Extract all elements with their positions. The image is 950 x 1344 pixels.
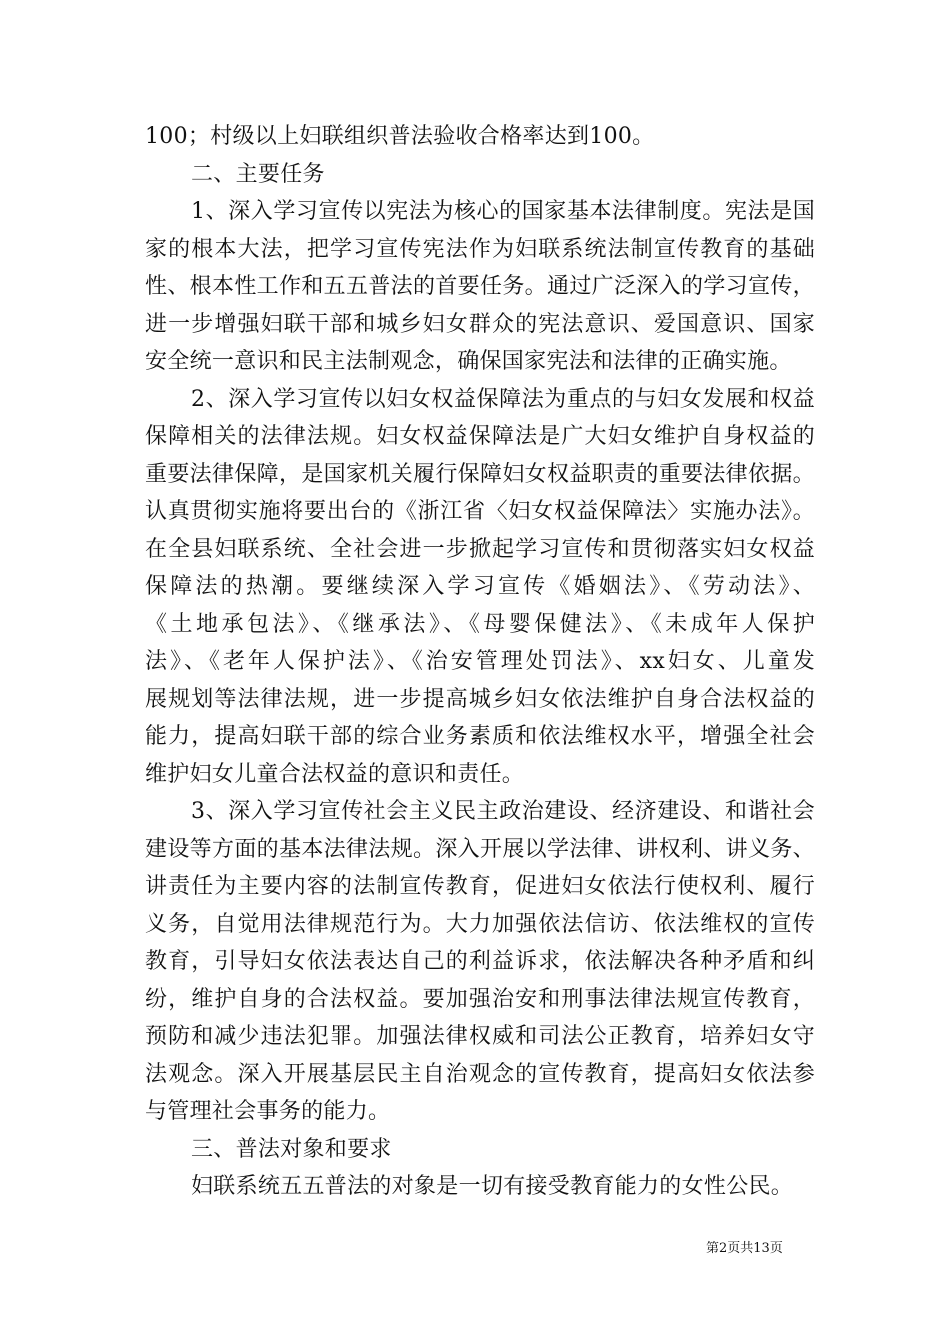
text-line: 预防和减少违法犯罪。加强法律权威和司法公正教育，培养妇女守 [145, 1024, 815, 1049]
section-heading: 三、普法对象和要求 [191, 1136, 392, 1162]
text-line: 3、深入学习宣传社会主义民主政治建设、经济建设、和谐社会 [191, 799, 815, 824]
text-line: 安全统一意识和民主法制观念，确保国家宪法和法律的正确实施。 [145, 349, 792, 374]
text-line: 保障相关的法律法规。妇女权益保障法是广大妇女维护自身权益的 [145, 424, 815, 449]
text-line: 教育，引导妇女依法表达自己的利益诉求，依法解决各种矛盾和纠 [145, 949, 815, 974]
text-line: 100；村级以上妇联组织普法验收合格率达到100。 [145, 124, 655, 149]
text-line: 能力，提高妇联干部的综合业务素质和依法维权水平，增强全社会 [145, 724, 815, 749]
text-line: 展规划等法律法规，进一步提高城乡妇女依法维护自身合法权益的 [145, 686, 815, 712]
text-line: 法》、《老年人保护法》、《治安管理处罚法》、xx妇女、儿童发 [145, 649, 815, 674]
document-body [145, 118, 815, 1206]
text-line: 在全县妇联系统、全社会进一步掀起学习宣传和贯彻落实妇女权益 [145, 536, 815, 562]
text-line: 重要法律保障，是国家机关履行保障妇女权益职责的重要法律依据。 [145, 461, 815, 487]
text-line: 2、深入学习宣传以妇女权益保障法为重点的与妇女发展和权益 [191, 386, 815, 412]
text-line: 维护妇女儿童合法权益的意识和责任。 [145, 761, 525, 787]
text-line: 1、深入学习宣传以宪法为核心的国家基本法律制度。宪法是国 [191, 199, 815, 224]
text-line: 义务，自觉用法律规范行为。大力加强依法信访、依法维权的宣传 [145, 911, 815, 937]
text-line: 法观念。深入开展基层民主自治观念的宣传教育，提高妇女依法参 [145, 1061, 815, 1087]
text-line: 讲责任为主要内容的法制宣传教育，促进妇女依法行使权利、履行 [145, 874, 815, 899]
text-line: 纷，维护自身的合法权益。要加强治安和刑事法律法规宣传教育， [145, 986, 815, 1012]
text-line: 妇联系统五五普法的对象是一切有接受教育能力的女性公民。 [191, 1174, 794, 1199]
text-line: 《土地承包法》、《继承法》、《母婴保健法》、《未成年人保护 [145, 611, 815, 637]
text-line: 与管理社会事务的能力。 [145, 1099, 391, 1124]
text-line: 性、根本性工作和五五普法的首要任务。通过广泛深入的学习宣传， [145, 274, 815, 299]
text-line: 建设等方面的基本法律法规。深入开展以学法律、讲权利、讲义务、 [145, 836, 815, 862]
text-line: 保障法的热潮。要继续深入学习宣传《婚姻法》、《劳动法》、 [145, 574, 815, 599]
page-number: 第2页共13页 [706, 1241, 783, 1256]
text-line: 认真贯彻实施将要出台的《浙江省〈妇女权益保障法〉实施办法》。 [145, 499, 815, 524]
section-heading: 二、主要任务 [191, 161, 325, 187]
text-line: 家的根本大法，把学习宣传宪法作为妇联系统法制宣传教育的基础 [145, 236, 815, 262]
text-line: 进一步增强妇联干部和城乡妇女群众的宪法意识、爱国意识、国家 [145, 311, 815, 337]
